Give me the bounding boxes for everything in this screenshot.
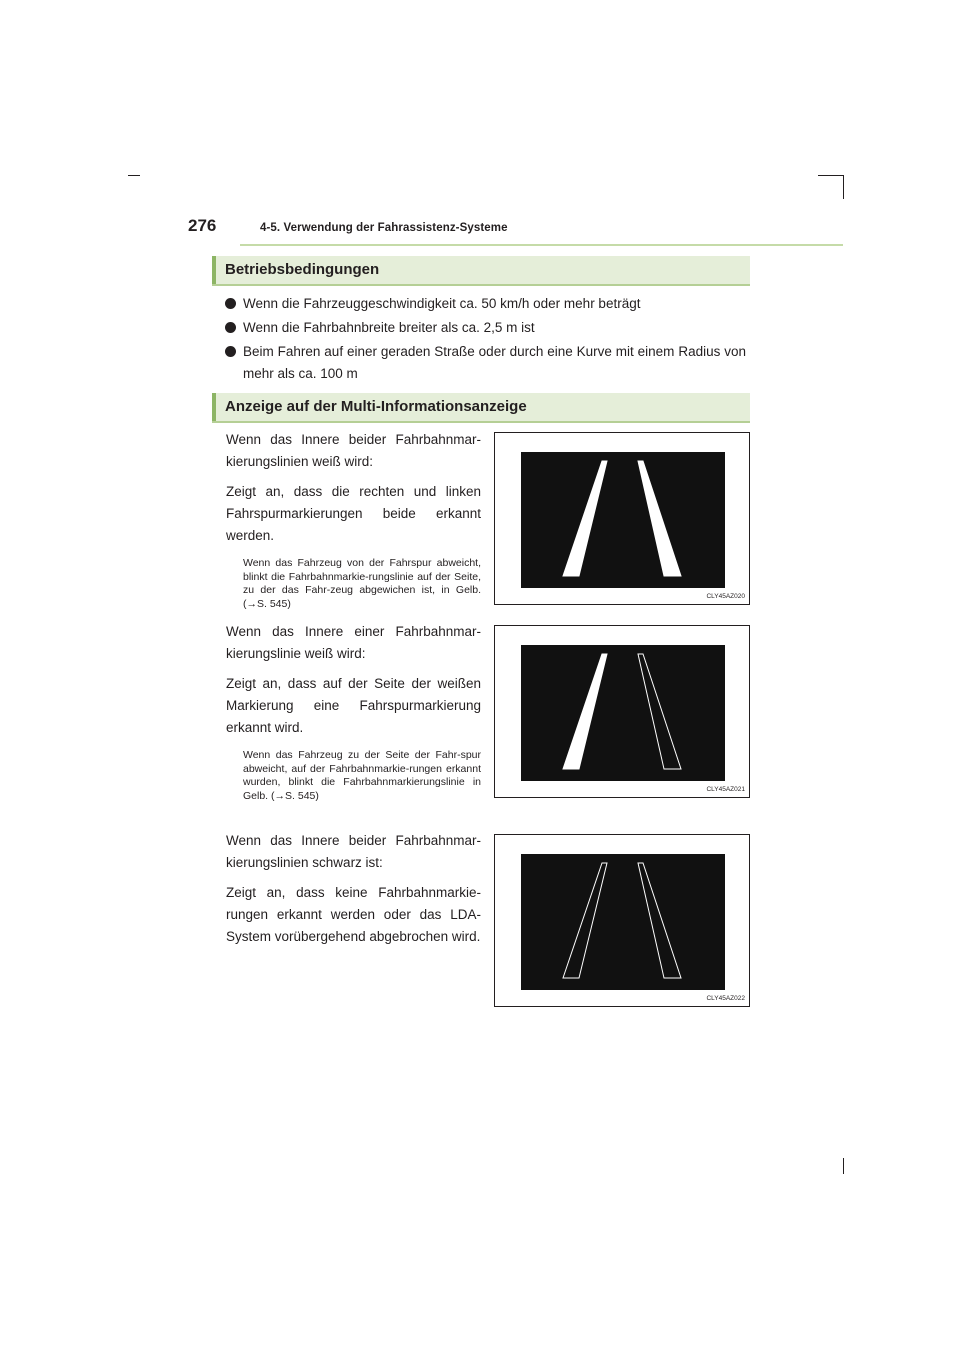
state-meaning: Zeigt an, dass keine Fahrbahnmarkie-rungen erkannt werden oder das LDA-System vorübergehend abgebrochen wird. [226, 885, 481, 944]
figure-code: CLY45AZ021 [706, 786, 745, 793]
crop-mark [818, 175, 844, 176]
section-title: Betriebsbedingungen [225, 261, 380, 278]
crop-mark [128, 175, 140, 176]
crop-mark [843, 175, 844, 199]
bullet-icon [225, 322, 236, 333]
list-item-text: Beim Fahren auf einer geraden Straße oder durch eine Kurve mit einem Radius von mehr als ca. 100 m [243, 344, 746, 381]
bullet-icon [225, 298, 236, 309]
list-item-text: Wenn die Fahrzeuggeschwindigkeit ca. 50 km/h oder mehr beträgt [243, 296, 641, 311]
figure-both-lines-detected [494, 432, 750, 605]
chapter-title: 4-5. Verwendung der Fahrassistenz-Systeme [260, 222, 508, 234]
state-condition: Wenn das Innere beider Fahrbahnmar-kierungslinien schwarz ist: [226, 833, 481, 870]
section-marker [212, 256, 216, 284]
state-note: Wenn das Fahrzeug von der Fahrspur abweicht, blinkt die Fahrbahnmarkie-rungslinie auf der Seite, zu der das Fahr-zeug abgewichen ist, in Gelb. (→S. 545) [243, 557, 481, 610]
section-heading-operating-conditions [212, 256, 750, 286]
figure-code: CLY45AZ022 [706, 995, 745, 1002]
state-note: Wenn das Fahrzeug zu der Seite der Fahr-spur abweicht, auf der Fahrbahnmarkie-rungen erkannt wurden, blinkt die Fahrbahnmarkierungslinie in Gelb. (→S. 545) [243, 749, 481, 802]
section-marker [212, 393, 216, 421]
state-condition: Wenn das Innere beider Fahrbahnmar-kierungslinien weiß wird: [226, 432, 481, 469]
section-heading-display [212, 393, 750, 423]
list-item [224, 341, 746, 385]
lane-display-illustration [521, 854, 725, 990]
state-condition: Wenn das Innere einer Fahrbahnmar-kierungslinie weiß wird: [226, 624, 481, 661]
lane-display-illustration [521, 452, 725, 588]
lane-display-illustration [521, 645, 725, 781]
figure-one-line-detected [494, 625, 750, 798]
section-title: Anzeige auf der Multi-Informationsanzeige [225, 398, 527, 415]
display-screen [521, 645, 725, 781]
list-item-text: Wenn die Fahrbahnbreite breiter als ca. 2,5 m ist [243, 320, 535, 335]
state-meaning: Zeigt an, dass auf der Seite der weißen Markierung eine Fahrspurmarkierung erkannt wird. [226, 676, 481, 735]
bullet-icon [225, 346, 236, 357]
list-item [224, 317, 746, 339]
figure-no-lines-detected [494, 834, 750, 1007]
crop-mark [843, 1158, 844, 1174]
state-meaning: Zeigt an, dass die rechten und linken Fahrspurmarkierungen beide erkannt werden. [226, 484, 481, 543]
display-screen [521, 452, 725, 588]
list-item [224, 293, 746, 315]
operating-conditions-list [224, 293, 746, 387]
display-state-both-white [226, 429, 481, 611]
display-state-both-black [226, 830, 481, 958]
header-rule [240, 244, 843, 246]
display-state-one-white [226, 621, 481, 803]
figure-code: CLY45AZ020 [706, 593, 745, 600]
page-number: 276 [188, 216, 217, 235]
display-screen [521, 854, 725, 990]
